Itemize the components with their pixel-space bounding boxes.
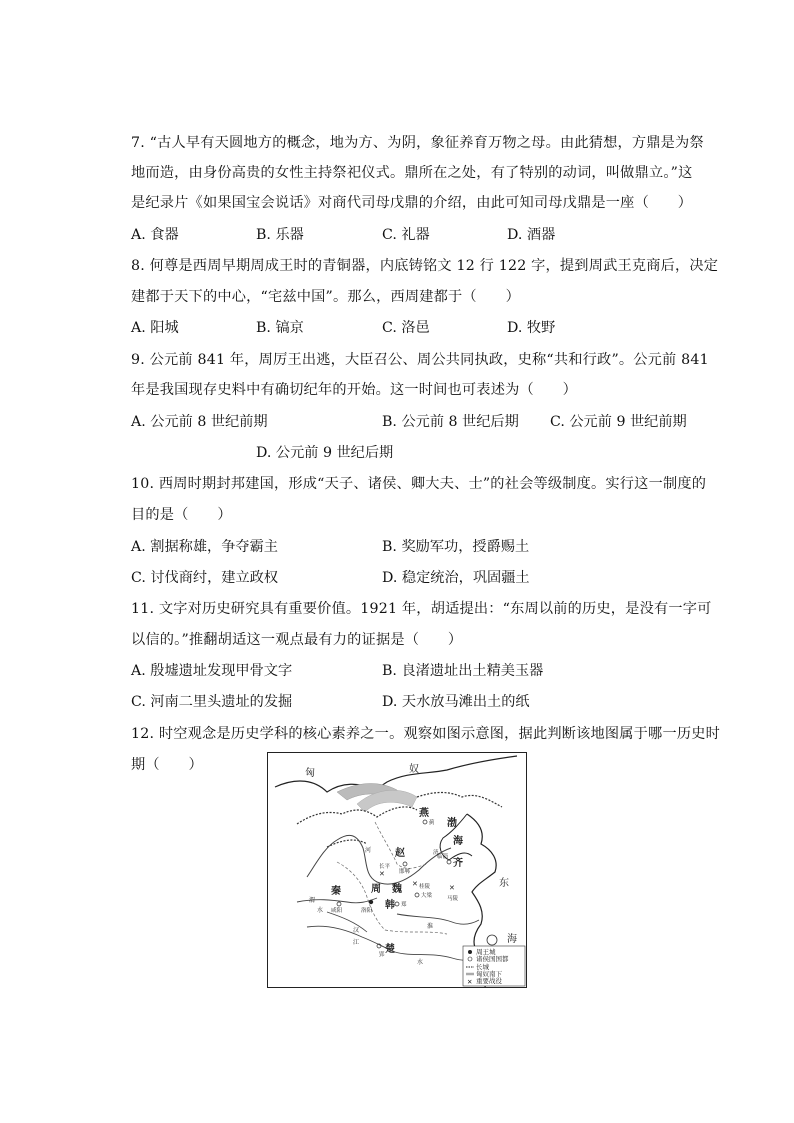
- label-handan: 邯郸: [399, 869, 411, 875]
- label-he: 河: [365, 847, 372, 854]
- capital-luoyang-marker: [369, 900, 373, 904]
- q7-option-b[interactable]: B. 乐器: [256, 227, 304, 243]
- q8-option-a[interactable]: A. 阳城: [131, 320, 179, 336]
- label-nu: 奴: [409, 764, 419, 775]
- legend-capital-label: 诸侯国国都: [476, 955, 509, 963]
- label-zhao: 赵: [395, 848, 405, 859]
- label-changping: 长平: [379, 864, 391, 870]
- battle-changping-icon: ✕: [379, 870, 385, 878]
- label-luoyang: 洛阳: [361, 908, 373, 914]
- q9-option-c[interactable]: C. 公元前 9 世纪前期: [550, 414, 687, 430]
- legend-zhou-label: 周王城: [476, 948, 496, 956]
- label-dong: 东: [499, 878, 509, 889]
- q12-line-1: 12. 时空观念是历史学科的核心素养之一。观察如图示意图，据此判断该地图属于哪一历史时: [131, 726, 720, 742]
- label-qin: 秦: [331, 886, 341, 897]
- q11-line-1: 11. 文字对历史研究具有重要价值。1921 年，胡适提出：“东周以前的历史，是没有一字可: [131, 601, 712, 617]
- q8-option-c[interactable]: C. 洛邑: [382, 320, 430, 336]
- label-xianyang: 咸阳: [331, 908, 343, 914]
- warring-states-map: [267, 752, 527, 988]
- q7-line-3: 是纪录片《如果国宝会说话》对商代司母戊鼎的介绍，由此可知司母戊鼎是一座（ ）: [131, 195, 693, 211]
- q10-option-a[interactable]: A. 割据称雄，争夺霸主: [131, 539, 278, 555]
- label-wei-river: 渭: [309, 897, 316, 904]
- q8-line-2: 建都于天下的中心，“宅兹中国”。那么，西周建都于（ ）: [131, 289, 520, 305]
- q8-option-b[interactable]: B. 镐京: [256, 320, 304, 336]
- label-daliang: 大梁: [421, 893, 433, 899]
- label-wei: 魏: [392, 884, 402, 895]
- label-hai-east: 海: [507, 934, 517, 945]
- legend-battle-label: 重要战役: [476, 977, 502, 985]
- label-xiong: 匈: [305, 768, 315, 779]
- q7-option-c[interactable]: C. 礼器: [382, 227, 430, 243]
- q11-line-2: 以信的。”推翻胡适这一观点最有力的证据是（ ）: [131, 632, 463, 648]
- q10-option-d[interactable]: D. 稳定统治，巩固疆土: [382, 570, 530, 586]
- q12-line-2: 期（ ）: [131, 757, 203, 773]
- q11-option-c[interactable]: C. 河南二里头遗址的发掘: [131, 694, 293, 710]
- q9-option-a[interactable]: A. 公元前 8 世纪前期: [131, 414, 268, 430]
- q10-option-c[interactable]: C. 讨伐商纣，建立政权: [131, 570, 279, 586]
- q7-line-2: 地而造，由身份高贵的女性主持祭祀仪式。鼎所在之处，有了特别的动词，叫做鼎立。”这: [131, 165, 693, 181]
- label-zheng: 郑: [401, 902, 407, 908]
- q9-option-d[interactable]: D. 公元前 9 世纪后期: [256, 445, 394, 461]
- q10-line-1: 10. 西周时期封邦建国，形成“天子、诸侯、卿大夫、士”的社会等级制度。实行这一制度的: [131, 476, 707, 492]
- label-bo: 渤: [447, 818, 457, 829]
- label-maling: 马陵: [447, 896, 459, 902]
- q7-line-1: 7. “古人早有天圆地方的概念，地为方、为阴，象征养育万物之母。由此猜想，方鼎是为祭: [131, 135, 704, 151]
- label-huai: 淮: [427, 923, 434, 930]
- label-zhou: 周: [371, 884, 381, 895]
- q9-line-2: 年是我国现存史料中有确切纪年的开始。这一时间也可表述为（ ）: [131, 382, 578, 398]
- battle-maling-icon: ✕: [449, 884, 455, 892]
- label-chu: 楚: [385, 944, 395, 955]
- q11-option-a[interactable]: A. 殷墟遗址发现甲骨文字: [131, 663, 293, 679]
- q9-line-1: 9. 公元前 841 年，周厉王出逃，大臣召公、周公共同执政，史称“共和行政”。公元前 841: [131, 352, 709, 368]
- label-hai: 海: [453, 836, 463, 847]
- label-han: 韩: [385, 900, 395, 911]
- legend-xiongnu-label: 匈奴南下: [476, 970, 502, 978]
- legend-battle-icon: ✕: [467, 978, 473, 986]
- label-ying: 郢: [379, 952, 385, 958]
- q9-option-b[interactable]: B. 公元前 8 世纪后期: [382, 414, 519, 430]
- q8-line-1: 8. 何尊是西周早期周成王时的青铜器，内底铸铭文 12 行 122 字，提到周武王克商后，决定: [131, 258, 719, 274]
- label-qi: 齐: [453, 858, 463, 869]
- label-guiling: 桂陵: [419, 884, 431, 890]
- q7-option-d[interactable]: D. 酒器: [507, 227, 556, 243]
- q11-option-d[interactable]: D. 天水放马滩出土的纸: [382, 694, 530, 710]
- legend-zhou-icon: [468, 950, 472, 954]
- q10-option-b[interactable]: B. 奖励军功，授爵赐土: [382, 539, 530, 555]
- legend-wall-label: 长城: [476, 963, 489, 971]
- battle-guiling-icon: ✕: [412, 880, 418, 888]
- label-shui-2: 水: [417, 959, 424, 966]
- label-ji-river: 济: [433, 850, 439, 856]
- label-yan: 燕: [419, 808, 429, 819]
- q10-line-2: 目的是（ ）: [131, 507, 232, 523]
- label-ji: 蓟: [429, 820, 435, 826]
- label-shui-1: 水: [317, 907, 324, 914]
- q11-option-b[interactable]: B. 良渚遗址出土精美玉器: [382, 663, 544, 679]
- label-jiang: 江: [353, 939, 360, 946]
- label-linzi: 临淄: [437, 854, 449, 860]
- label-han-river: 汉: [353, 927, 360, 934]
- q8-option-d[interactable]: D. 牧野: [507, 320, 556, 336]
- q7-option-a[interactable]: A. 食器: [131, 227, 179, 243]
